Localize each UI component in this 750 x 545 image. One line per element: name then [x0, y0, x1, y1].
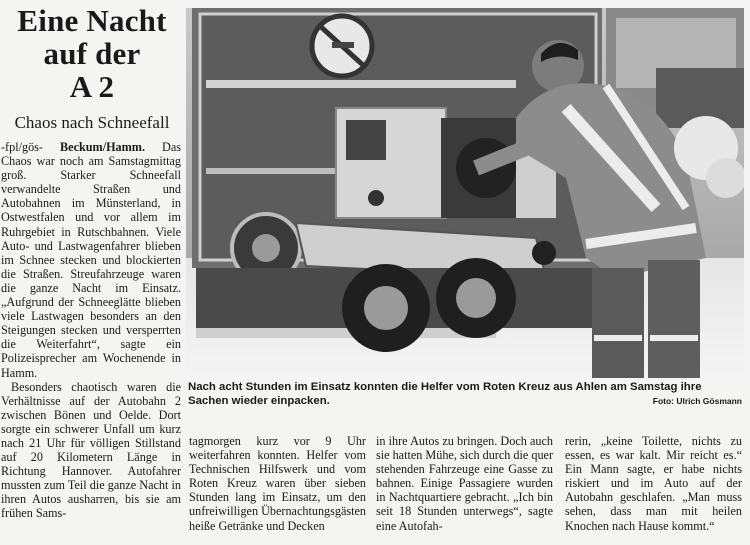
- column-3-text: in ihre Autos zu bringen. Doch auch sie hatten Mühe, sich durch die quer stehenden Fahrzeuge eine Gasse zu bahnen. Einige Passagiere wurden in Nachtquartiere gebracht. „Ich bin seit 18 Stunden unterwegs“, sagte eine Autofah-: [376, 434, 554, 533]
- rescue-trailer-photo: [186, 8, 744, 378]
- article-column-1: [1, 140, 181, 521]
- paragraph-1-text: Das Chaos war noch am Samstagmittag groß. Starker Schneefall verwandelte Straßen und Autobahnen im Münsterland, in Ostwestfalen und vor allem im Ruhrgebiet in Rutschbahnen. Viele Auto- und Lastwagenfahrer blieben im Schnee stecken und blockierten die Straßen. Streufahrzeuge waren die ganze Nacht im Einsatz. „Aufgrund der Schneeglätte blieben viele Lastwagen besonders an den Steigungen stecken und versperrten die Weiterfahrt“, sagte ein Polizeisprecher am Wochenende in Hamm.: [1, 140, 182, 380]
- headline-line-3: A 2: [69, 69, 115, 104]
- article-column-4: [565, 434, 742, 533]
- headline-line-2: auf der: [43, 36, 141, 71]
- photo-credit: Foto: Ulrich Gösmann: [652, 396, 742, 406]
- column-4-text: rerin, „keine Toilette, nichts zu essen, es war kalt. Mir reicht es.“ Ein Mann sagte, er habe nichts riskiert und im Auto auf der Autobahn geschlafen. „Man muss sehen, dass man mit heilen Knochen nach Hause kommt.“: [565, 434, 742, 533]
- column-2-text: tagmorgen kurz vor 9 Uhr weiterfahren konnten. Helfer vom Technischen Hilfswerk und vom Roten Kreuz waren über sieben Stunden lang im Einsatz, um den unfreiwilligen Übernachtungsgästen heiße Getränke und Decken: [189, 434, 367, 533]
- article-column-2: [189, 434, 366, 533]
- byline-place: Beckum/Hamm.: [60, 140, 145, 154]
- byline-source: -fpl/gös-: [1, 140, 43, 154]
- byline: [1, 140, 145, 154]
- article-column-3: [376, 434, 553, 533]
- article-paragraph-1: [1, 140, 181, 380]
- headline-line-1: Eine Nacht: [17, 3, 167, 38]
- news-photo: [186, 8, 744, 378]
- subheadline: Chaos nach Schneefall: [14, 113, 170, 132]
- photo-caption: Nach acht Stunden im Einsatz konnten die Helfer vom Roten Kreuz aus Ahlen am Samstag ihre Sachen wieder einpacken.: [188, 381, 702, 407]
- article-paragraph-2: Besonders chaotisch waren die Verhältnisse auf der Autobahn 2 zwischen Bönen und Oelde. Dort sorgte ein schwerer Unfall um kurz nach 21 Uhr für völligen Stillstand auf 20 Kilometern Länge in Richtung Hannover. Autofahrer mussten zum Teil die ganze Nacht in ihren Autos ausharren, bis sie am frühen Sams-: [1, 379, 181, 521]
- headline: [0, 4, 184, 103]
